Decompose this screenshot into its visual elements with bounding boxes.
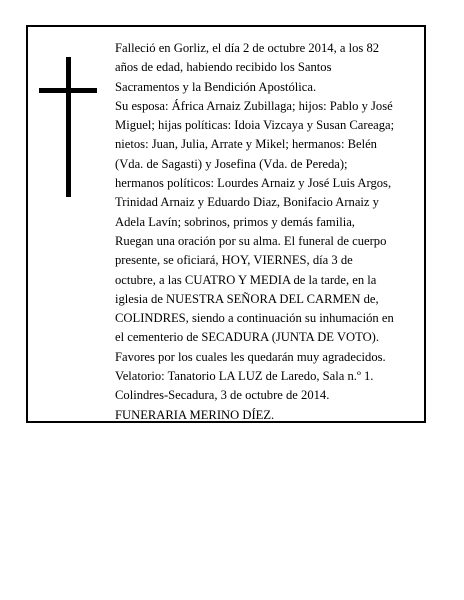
obituary-text: Falleció en Gorliz, el día 2 de octubre 2014, a los 82 años de edad, habiendo recibido los Santos Sacramentos y la Bendición Apostólica. Su esposa: África Arnaiz Zubillaga; hijos: Pablo y José Miguel; hijas políticas: Idoia Vizcaya y Susan Careaga; nietos: Juan, Julia, Arrate y Mikel; hermanos: Belén (Vda. de Sagasti) y Josefina (Vda. de Pereda); hermanos políticos: Lourdes Arnaiz y José Luis Argos, Trinidad Arnaiz y Eduardo Diaz, Bonifacio Arnaiz y Adela Lavín; sobrinos, primos y demás familia, Ruegan una oración por su alma. El funeral de cuerpo presente, se oficiará, HOY, VIERNES, día 3 de octubre, a las CUATRO Y MEDIA de la tarde, en la iglesia de NUESTRA SEÑORA DEL CARMEN de, COLINDRES, siendo a continuación su inhumación en el cementerio de SECADURA (JUNTA DE VOTO). Favores por los cuales les quedarán muy agradecidos. Velatorio: Tanatorio LA LUZ de Laredo, Sala n.º 1. Colindres-Secadura, 3 de octubre de 2014. FUNERARIA MERINO DÍEZ. [115,41,395,422]
cross-icon [38,57,98,197]
cross-vertical-bar [66,57,71,197]
cross-horizontal-bar [39,88,97,93]
obituary-notice [26,25,426,423]
